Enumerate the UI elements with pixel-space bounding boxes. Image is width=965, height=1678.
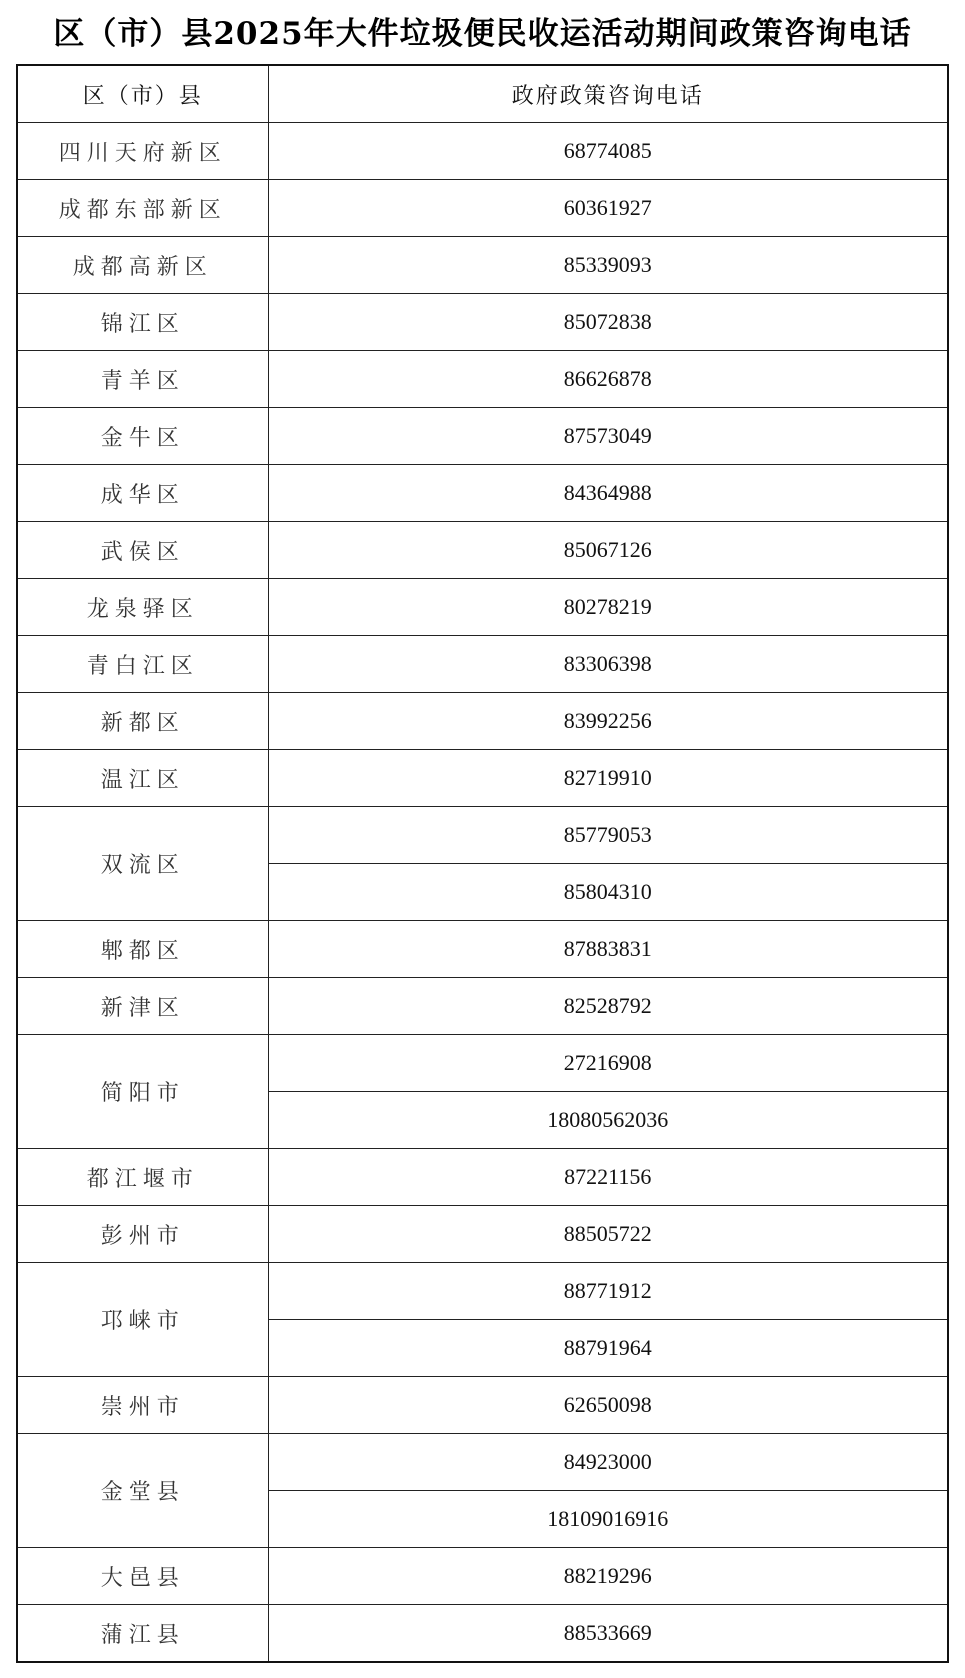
table-body [17,123,948,1663]
district-cell: 彭州市 [17,1206,268,1263]
district-cell: 都江堰市 [17,1149,268,1206]
district-cell: 锦江区 [17,294,268,351]
table-row [17,978,948,1035]
phone-cell: 84923000 [268,1434,948,1491]
phone-cell: 85804310 [268,864,948,921]
district-cell: 金堂县 [17,1434,268,1548]
district-cell: 龙泉驿区 [17,579,268,636]
phone-cell: 87883831 [268,921,948,978]
district-cell: 郫都区 [17,921,268,978]
district-cell: 四川天府新区 [17,123,268,180]
phone-cell: 85779053 [268,807,948,864]
table-row [17,465,948,522]
district-cell: 温江区 [17,750,268,807]
table-row [17,921,948,978]
header-district: 区（市）县 [17,65,268,123]
phone-cell: 88219296 [268,1548,948,1605]
phone-cell: 18080562036 [268,1092,948,1149]
phone-cell: 87573049 [268,408,948,465]
table-row [17,1434,948,1491]
phone-cell: 83992256 [268,693,948,750]
table-row [17,693,948,750]
table-row [17,636,948,693]
table-row [17,807,948,864]
table-row [17,408,948,465]
district-cell: 双流区 [17,807,268,921]
table-row [17,180,948,237]
table-row [17,1605,948,1663]
district-cell: 大邑县 [17,1548,268,1605]
table-header-row [17,65,948,123]
phone-cell: 84364988 [268,465,948,522]
phone-cell: 27216908 [268,1035,948,1092]
phone-cell: 86626878 [268,351,948,408]
district-cell: 青羊区 [17,351,268,408]
district-cell: 崇州市 [17,1377,268,1434]
phone-cell: 80278219 [268,579,948,636]
table-row [17,237,948,294]
phone-cell: 88505722 [268,1206,948,1263]
table-row [17,579,948,636]
phone-cell: 82719910 [268,750,948,807]
district-cell: 邛崃市 [17,1263,268,1377]
table-row [17,1206,948,1263]
table-row [17,1377,948,1434]
district-cell: 青白江区 [17,636,268,693]
phone-cell: 85067126 [268,522,948,579]
table-row [17,522,948,579]
table-row [17,750,948,807]
district-cell: 新都区 [17,693,268,750]
phone-cell: 88791964 [268,1320,948,1377]
table-row [17,351,948,408]
district-cell: 成华区 [17,465,268,522]
district-cell: 金牛区 [17,408,268,465]
table-row [17,294,948,351]
phone-cell: 68774085 [268,123,948,180]
page-title: 区（市）县2025年大件垃圾便民收运活动期间政策咨询电话 [53,16,912,52]
phone-cell: 88771912 [268,1263,948,1320]
district-cell: 武侯区 [17,522,268,579]
district-cell: 简阳市 [17,1035,268,1149]
table-row [17,1149,948,1206]
header-phone: 政府政策咨询电话 [268,65,948,123]
phone-cell: 85072838 [268,294,948,351]
phone-cell: 60361927 [268,180,948,237]
phone-cell: 88533669 [268,1605,948,1663]
phone-cell: 83306398 [268,636,948,693]
phone-cell: 62650098 [268,1377,948,1434]
table-row [17,1263,948,1320]
district-cell: 新津区 [17,978,268,1035]
district-cell: 蒲江县 [17,1605,268,1663]
phone-cell: 82528792 [268,978,948,1035]
phone-cell: 85339093 [268,237,948,294]
contact-table [16,64,949,1663]
table-row [17,1035,948,1092]
phone-cell: 87221156 [268,1149,948,1206]
table-row [17,1548,948,1605]
district-cell: 成都高新区 [17,237,268,294]
phone-cell: 18109016916 [268,1491,948,1548]
district-cell: 成都东部新区 [17,180,268,237]
table-row [17,123,948,180]
